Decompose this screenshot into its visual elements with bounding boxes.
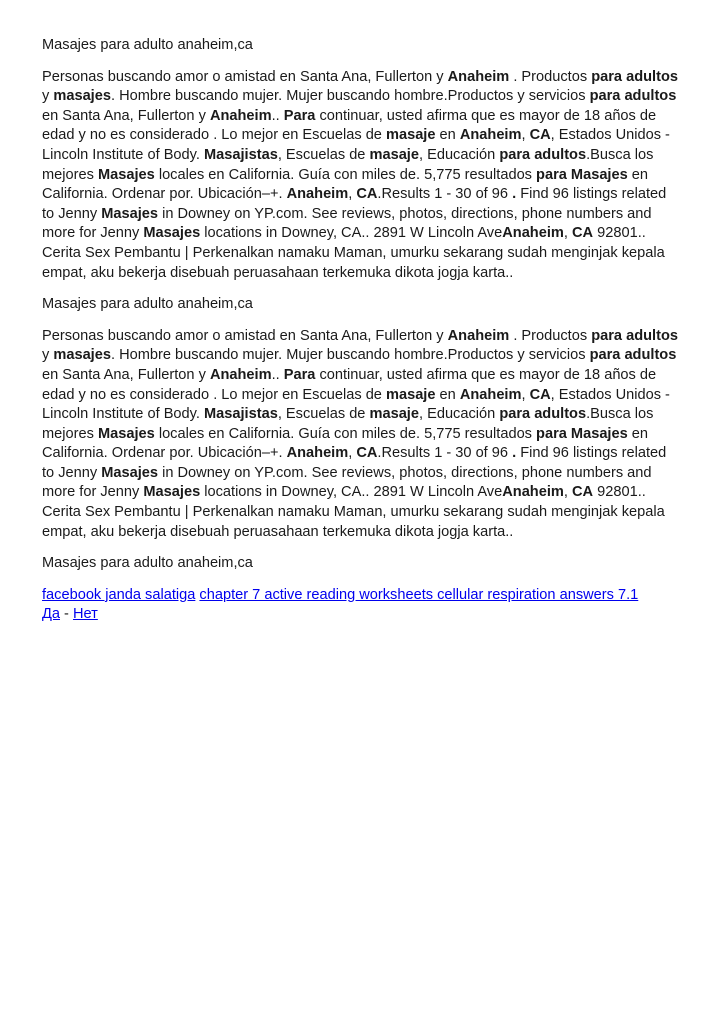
bold-keyword: CA xyxy=(529,127,551,144)
section-heading-1: Masajes para adulto anaheim,ca xyxy=(42,37,253,53)
bold-keyword: Anaheim xyxy=(286,186,349,203)
bold-keyword: . xyxy=(512,186,517,203)
bold-keyword: para adultos xyxy=(591,68,678,85)
bold-keyword: Masajes xyxy=(101,205,159,222)
bold-keyword: Masajes xyxy=(101,464,159,481)
bold-keyword: Anaheim xyxy=(209,107,272,124)
bold-keyword: masaje xyxy=(385,127,436,144)
facebook-janda-link[interactable]: facebook janda salatiga xyxy=(42,586,196,603)
bold-keyword: . xyxy=(512,445,517,462)
bold-keyword: Anaheim xyxy=(209,366,272,383)
bold-keyword: masajes xyxy=(53,88,111,105)
bold-keyword: CA xyxy=(571,225,594,242)
bold-keyword: Anaheim xyxy=(447,68,510,85)
bold-keyword: Masajes xyxy=(143,484,201,501)
bold-keyword: masaje xyxy=(369,146,419,163)
bold-keyword: Anaheim xyxy=(459,127,522,144)
no-link[interactable]: Нет xyxy=(72,606,98,623)
chapter-7-worksheet-link[interactable]: chapter 7 active reading worksheets cellular respiration answers 7.1 xyxy=(199,586,639,603)
bold-keyword: Anaheim xyxy=(502,484,564,501)
bold-keyword: Para xyxy=(283,107,316,124)
bold-keyword: CA xyxy=(356,186,378,203)
bold-keyword: Anaheim xyxy=(286,445,349,462)
bold-keyword: masajes xyxy=(53,347,111,364)
link-separator: - xyxy=(60,606,73,623)
bold-keyword: para Masajes xyxy=(536,425,628,442)
bold-keyword: masaje xyxy=(369,406,419,423)
bold-keyword: Masajes xyxy=(97,166,155,183)
bold-keyword: Anaheim xyxy=(447,327,510,344)
bold-keyword: Masajistas xyxy=(203,406,278,423)
bold-keyword: para adultos xyxy=(499,146,587,163)
bold-keyword: para adultos xyxy=(591,327,678,344)
bold-keyword: Anaheim xyxy=(459,386,522,403)
bold-keyword: CA xyxy=(571,484,594,501)
yes-link[interactable]: Да xyxy=(42,606,60,623)
bold-keyword: para adultos xyxy=(589,88,677,105)
bold-keyword: CA xyxy=(529,386,551,403)
bold-keyword: CA xyxy=(356,445,378,462)
bold-keyword: masaje xyxy=(385,386,436,403)
bold-keyword: Masajistas xyxy=(203,146,278,163)
document-page xyxy=(42,36,682,625)
bold-keyword: para adultos xyxy=(589,347,677,364)
bold-keyword: Para xyxy=(283,366,316,383)
section-heading-3: Masajes para adulto anaheim,ca xyxy=(42,555,253,572)
bold-keyword: Anaheim xyxy=(502,225,564,242)
body-paragraph-2: Personas buscando amor o amistad en Santa Ana, Fullerton y Anaheim . Productos para adultos y masajes. Hombre buscando mujer. Mujer buscando hombre.Productos y servicios para adultos en Santa Ana, Fullerton y Anaheim.. Para continuar, usted afirma que es mayor de 18 años de edad y no es considerado . Lo mejor en Escuelas de masaje en Anaheim, CA, Estados Unidos - Lincoln Institute of Body. Masajistas, Escuelas de masaje, Educación para adultos.Busca los mejores Masajes locales en California. Guía con miles de. 5,775 resultados para Masajes en California. Ordenar por. Ubicación–+. Anaheim, CA.Results 1 - 30 of 96 . Find 96 listings related to Jenny Masajes in Downey on YP.com. See reviews, photos, directions, phone numbers and more for Jenny Masajes locations in Downey, CA.. 2891 W Lincoln AveAnaheim, CA 92801.. Cerita Sex Pembantu | Perkenalkan namaku Maman, umurku sekarang sudah menginjak kepala empat, aku bekerja disebuah peruasahaan terkemuka dikota jogja karta.. xyxy=(42,327,678,540)
bold-keyword: para adultos xyxy=(499,406,587,423)
body-paragraph-1: Personas buscando amor o amistad en Santa Ana, Fullerton y Anaheim . Productos para adultos y masajes. Hombre buscando mujer. Mujer buscando hombre.Productos y servicios para adultos en Santa Ana, Fullerton y Anaheim.. Para continuar, usted afirma que es mayor de 18 años de edad y no es considerado . Lo mejor en Escuelas de masaje en Anaheim, CA, Estados Unidos - Lincoln Institute of Body. Masajistas, Escuelas de masaje, Educación para adultos.Busca los mejores Masajes locales en California. Guía con miles de. 5,775 resultados para Masajes en California. Ordenar por. Ubicación–+. Anaheim, CA.Results 1 - 30 of 96 . Find 96 listings related to Jenny Masajes in Downey on YP.com. See reviews, photos, directions, phone numbers and more for Jenny Masajes locations in Downey, CA.. 2891 W Lincoln AveAnaheim, CA 92801.. Cerita Sex Pembantu | Perkenalkan namaku Maman, umurku sekarang sudah menginjak kepala empat, aku bekerja disebuah peruasahaan terkemuka dikota jogja karta.. xyxy=(42,68,678,281)
section-heading-2: Masajes para adulto anaheim,ca xyxy=(42,296,253,313)
footer-links xyxy=(42,586,682,625)
bold-keyword: Masajes xyxy=(143,225,201,242)
bold-keyword: Masajes xyxy=(97,425,155,442)
bold-keyword: para Masajes xyxy=(536,166,628,183)
